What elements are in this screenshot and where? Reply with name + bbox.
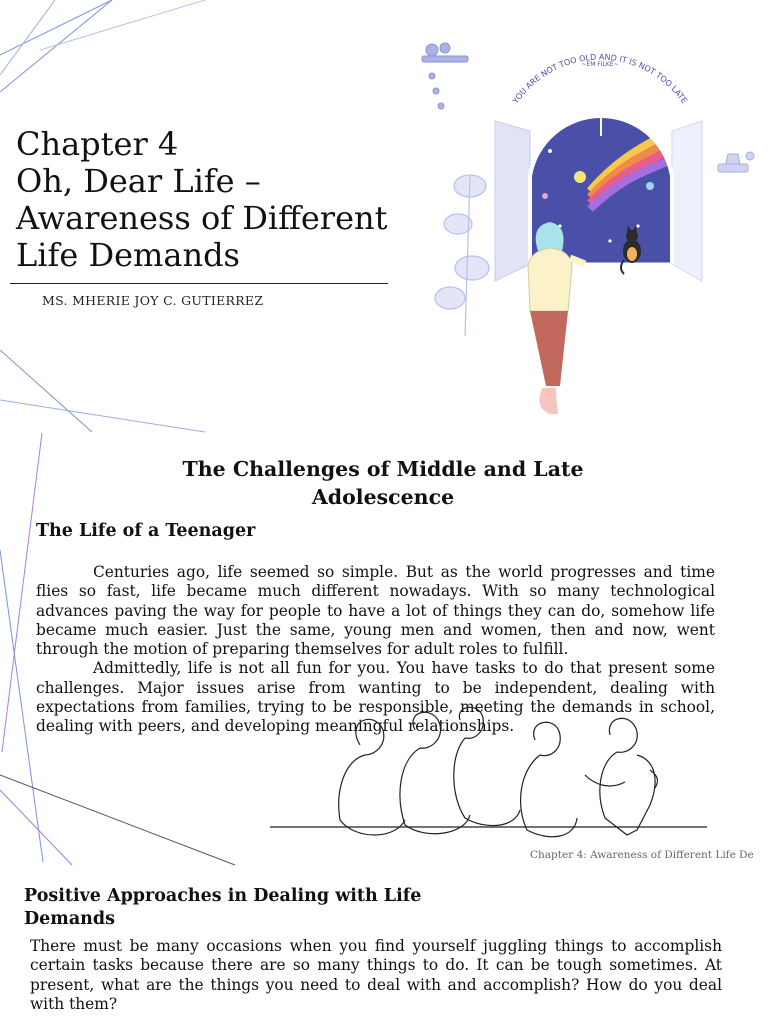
section2-body: There must be many occasions when you find yourself juggling things to accomplish certain tasks because there are so many things to do. It can be tough sometimes. At present, what are the things you need to deal with and accomplish? How do you deal with them? xyxy=(30,937,722,1013)
chapter-title xyxy=(16,126,436,274)
title-divider xyxy=(10,283,388,284)
hanging-plant-icon xyxy=(422,43,468,109)
page-footer-note: Chapter 4: Awareness of Different Life De xyxy=(530,849,754,861)
subheading-positive-approaches: Positive Approaches in Dealing with Life Demands xyxy=(24,886,422,929)
arch-quote-path: YOU ARE NOT TOO OLD AND IT IS NOT TOO LATE xyxy=(511,52,689,106)
title-line-4: Life Demands xyxy=(16,236,240,274)
title-line-3: Awareness of Different xyxy=(16,199,388,237)
leafy-plant-icon xyxy=(435,175,489,336)
paragraph-1: Centuries ago, life seemed so simple. But as the world progresses and time flies so fast, life became much different nowadays. With so many technological advances paving the way for people to have a lot of things they can do, somehow life became much easier. Just the same, young men and women, then and now, went through the motion of preparing themselves for adult roles to fulfill. xyxy=(36,563,715,659)
title-line-2: Oh, Dear Life – xyxy=(16,162,261,200)
section-heading: The Challenges of Middle and Late Adolescence xyxy=(182,457,584,509)
potted-plant-icon xyxy=(718,152,754,172)
subheading-life-of-teenager: The Life of a Teenager xyxy=(36,521,256,541)
paragraph-2: Admittedly, life is not all fun for you. You have tasks to do that present some challenges. Major issues arise from wanting to be independent, dealing with expectations from families, trying to be responsible, meeting the demands in school, dealing with peers, and developing meaningful relationships. xyxy=(36,659,715,736)
author-name: MS. MHERIE JOY C. GUTIERREZ xyxy=(42,293,264,308)
friends-line-drawing xyxy=(265,700,715,848)
window-illustration xyxy=(410,36,768,421)
arch-quote-author: ~EM FILKE~ xyxy=(581,61,619,68)
title-line-1: Chapter 4 xyxy=(16,125,179,163)
